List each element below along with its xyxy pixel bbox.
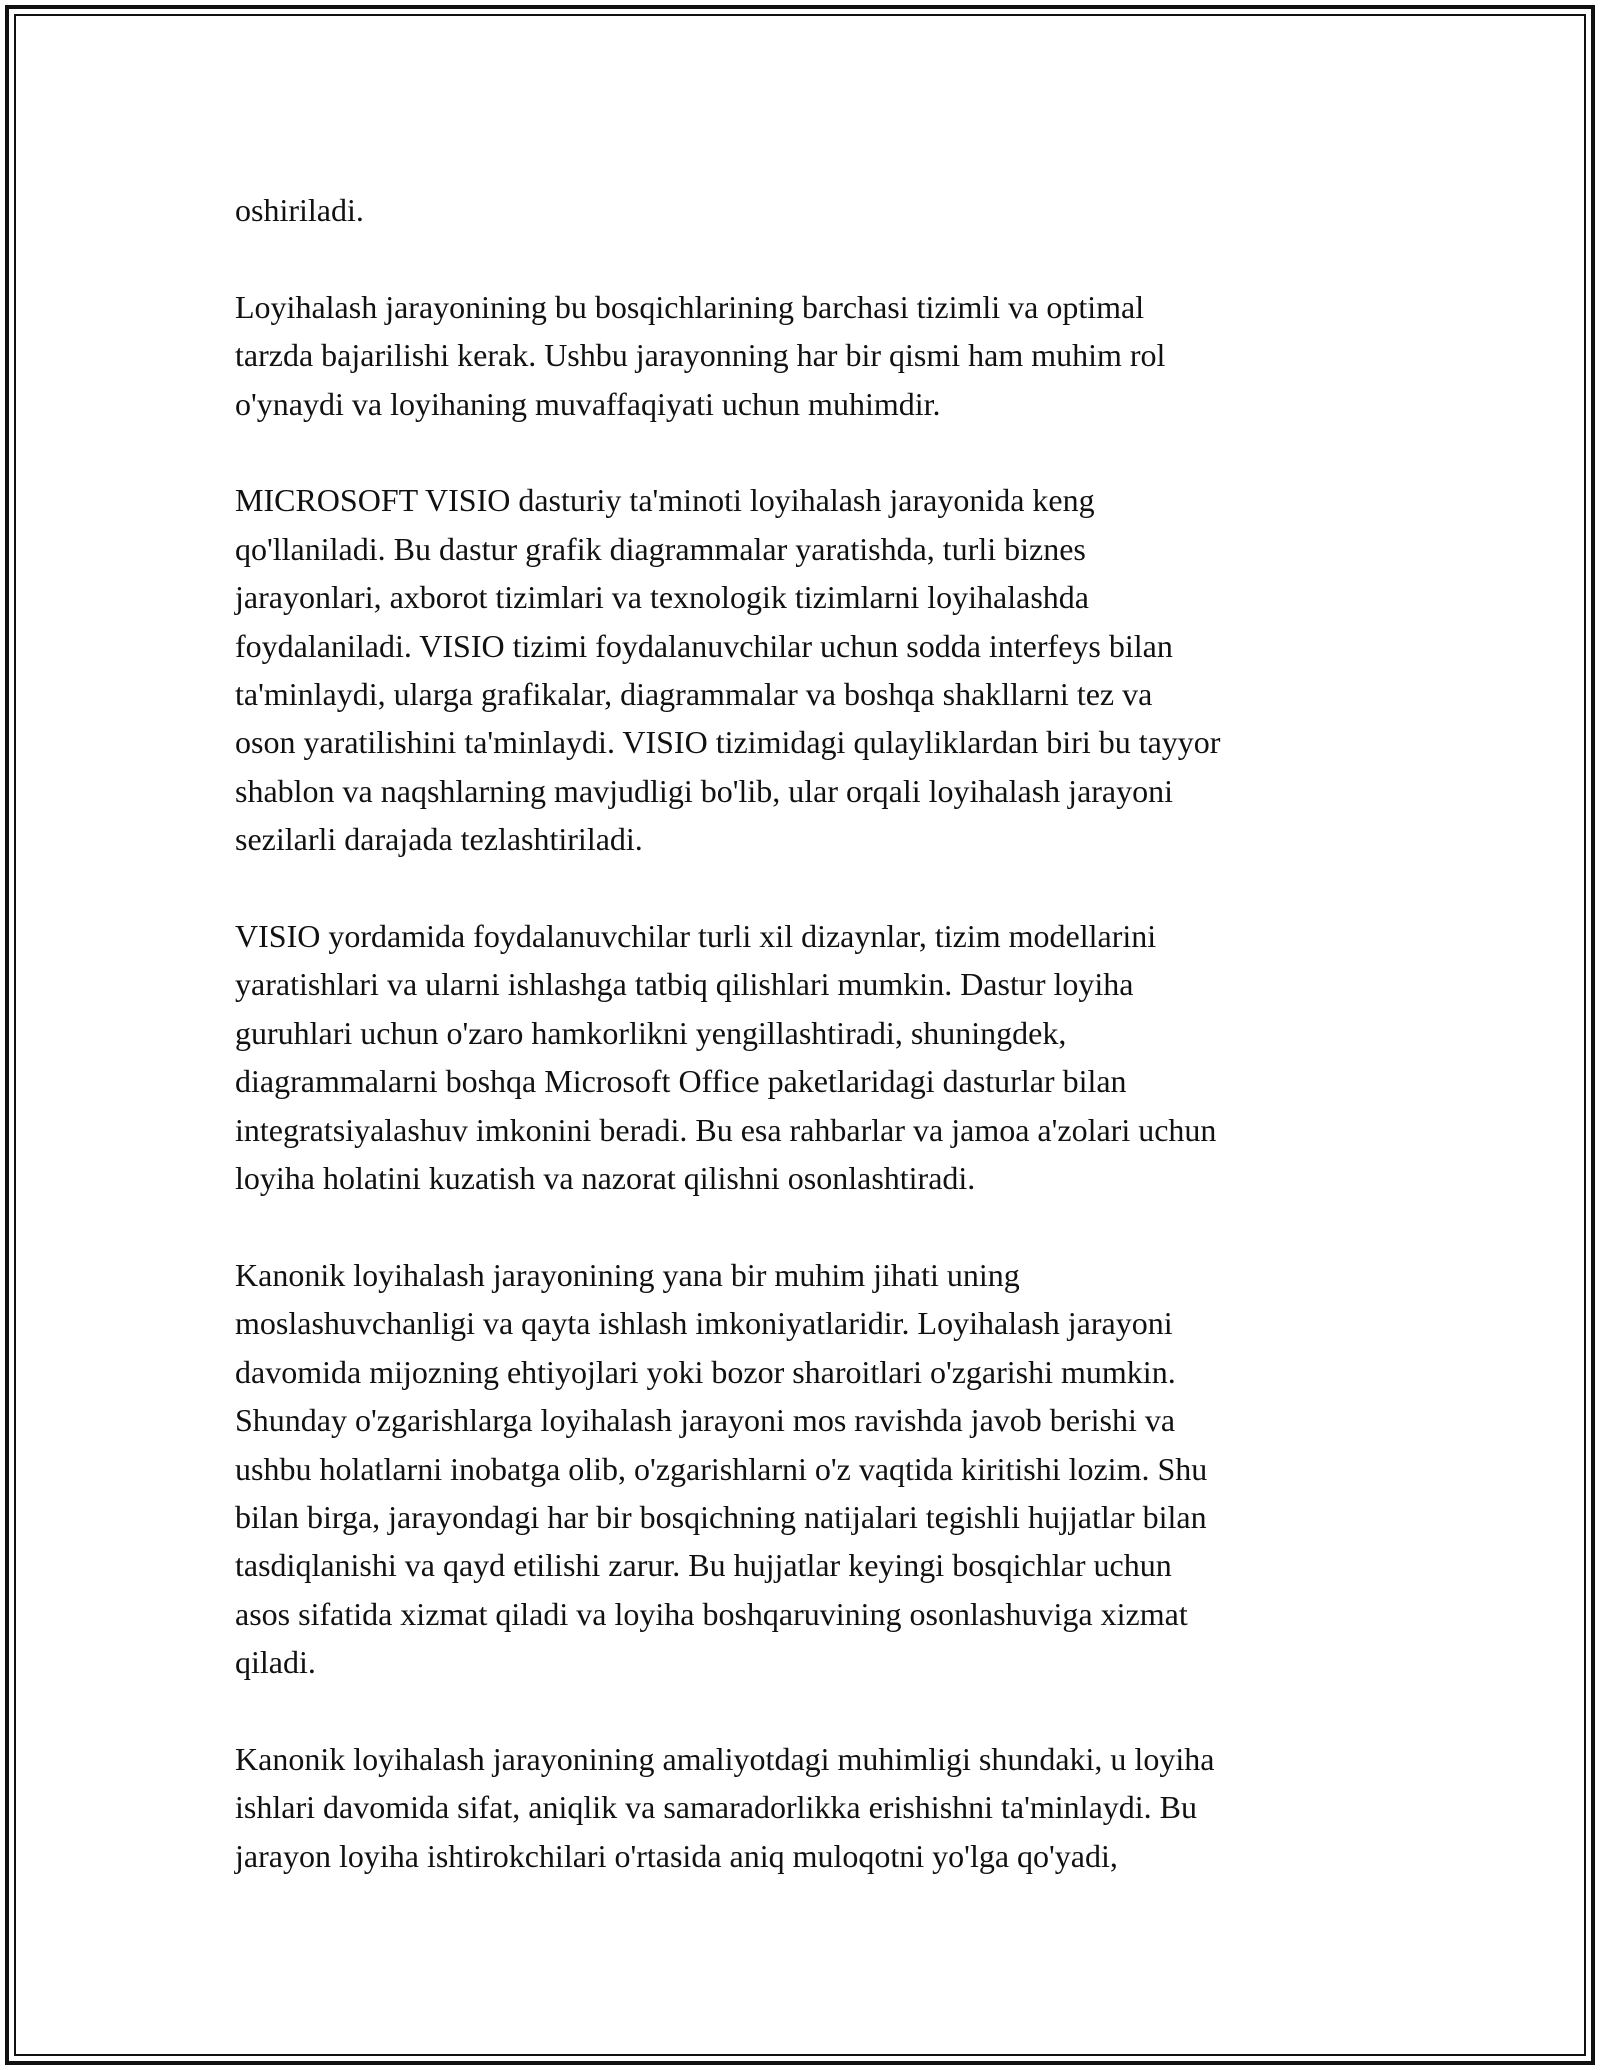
paragraph-4: VISIO yordamida foydalanuvchilar turli xil dizaynlar, tizim modellarini yaratishlari va ularni ishlashga tatbiq qilishlari mumkin. Dastur loyiha guruhlari uchun o'zaro hamkorlikni yengillashtiradi, shuningdek, diagrammalarni boshqa Microsoft Office paketlaridagi dasturlar bilan integratsiyalashuv imkonini beradi. Bu esa rahbarlar va jamoa a'zolari uchun loyiha holatini kuzatish va nazorat qilishni osonlashtiradi.	[235, 918, 1217, 1197]
document-body	[235, 186, 1375, 1929]
paragraph-5: Kanonik loyihalash jarayonining yana bir muhim jihati uning moslashuvchanligi va qayta ishlash imkoniyatlaridir. Loyihalash jarayoni davomida mijozning ehtiyojlari yoki bozor sharoitlari o'zgarishi mumkin. Shunday o'zgarishlarga loyihalash jarayoni mos ravishda javob berishi va ushbu holatlarni inobatga olib, o'zgarishlarni o'z vaqtida kiritishi lozim. Shu bilan birga, jarayondagi har bir bosqichning natijalari tegishli hujjatlar bilan tasdiqlanishi va qayd etilishi zarur. Bu hujjatlar keyingi bosqichlar uchun asos sifatida xizmat qiladi va loyiha boshqaruvining osonlashuviga xizmat qiladi.	[235, 1256, 1208, 1681]
paragraph-3: MICROSOFT VISIO dasturiy ta'minoti loyihalash jarayonida keng qo'llaniladi. Bu dastur grafik diagrammalar yaratishda, turli biznes jarayonlari, axborot tizimlari va texnologik tizimlarni loyihalashda foydalaniladi. VISIO tizimi foydalanuvchilar uchun sodda interfeys bilan ta'minlaydi, ularga grafikalar, diagrammalar va boshqa shakllarni tez va oson yaratilishini ta'minlaydi. VISIO tizimidagi qulayliklardan biri bu tayyor shablon va naqshlarning mavjudligi bo'lib, ular orqali loyihalash jarayoni sezilarli darajada tezlashtiriladi.	[235, 482, 1221, 858]
paragraph-1: oshiriladi.	[235, 192, 364, 228]
paragraph-2: Loyihalash jarayonining bu bosqichlarining barchasi tizimli va optimal tarzda bajarilishi kerak. Ushbu jarayonning har bir qismi ham muhim rol o'ynaydi va loyihaning muvaffaqiyati uchun muhimdir.	[235, 288, 1166, 422]
paragraph-6: Kanonik loyihalash jarayonining amaliyotdagi muhimligi shundaki, u loyiha ishlari davomida sifat, aniqlik va samaradorlikka erishishni ta'minlaydi. Bu jarayon loyiha ishtirokchilari o'rtasida aniq muloqotni yo'lga qo'yadi,	[235, 1740, 1215, 1874]
